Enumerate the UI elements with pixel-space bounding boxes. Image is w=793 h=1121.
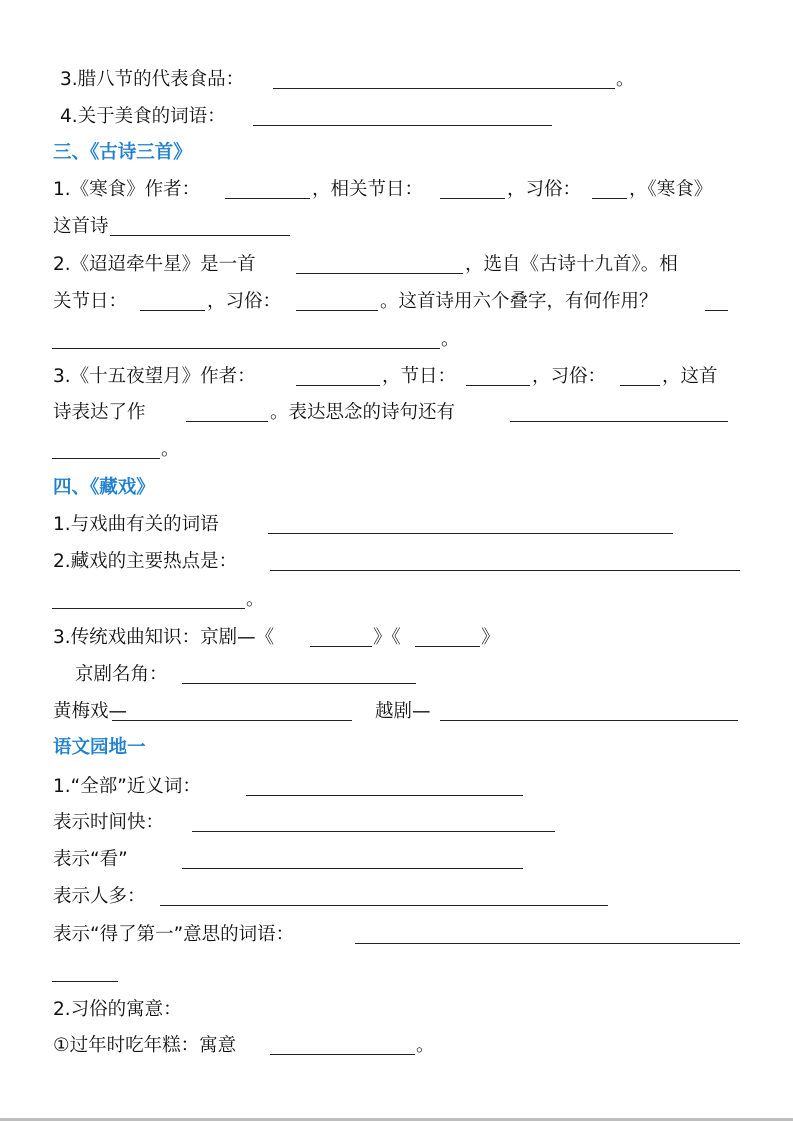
question-label: 3.腊八节的代表食品： — [60, 69, 245, 90]
question-row — [0, 400, 793, 426]
answer-blank[interactable] — [160, 905, 608, 906]
question-label: 4.关于美食的词语： — [60, 106, 226, 127]
answer-blank[interactable] — [296, 273, 463, 274]
answer-blank[interactable] — [310, 646, 372, 647]
question-row — [0, 847, 793, 873]
answer-blank[interactable] — [268, 533, 673, 534]
question-text: 京剧名角： — [75, 664, 168, 685]
question-row — [0, 104, 793, 130]
question-row — [0, 662, 793, 688]
answer-blank[interactable] — [296, 385, 380, 386]
answer-blank[interactable] — [52, 608, 245, 609]
question-text: 》《 — [373, 627, 401, 648]
answer-blank[interactable] — [246, 795, 523, 796]
answer-blank[interactable] — [270, 1054, 415, 1055]
question-text: ，相关节日： — [312, 179, 424, 200]
section-heading: 四、《藏戏》 — [53, 477, 155, 498]
question-row — [0, 810, 793, 836]
question-row — [0, 960, 793, 986]
question-text: 诗表达了作 — [53, 402, 146, 423]
answer-blank[interactable] — [112, 720, 352, 721]
question-row — [0, 512, 793, 538]
punct: 。 — [616, 69, 635, 90]
question-text: 表示人多： — [53, 886, 146, 907]
section-heading-row — [0, 140, 793, 166]
question-text: 。这首诗用六个叠字，有何作用？ — [380, 291, 658, 312]
question-text: 黄梅戏— — [53, 701, 128, 722]
question-text: 1.与戏曲有关的词语 — [53, 514, 219, 535]
question-text: 2.《迢迢牵牛星》是一首 — [53, 254, 256, 275]
question-row — [0, 252, 793, 278]
question-text: 3.传统戏曲知识：京剧—《 — [53, 627, 275, 648]
question-row — [0, 549, 793, 575]
question-text: ，《寒食》 — [629, 179, 713, 200]
answer-blank[interactable] — [440, 720, 738, 721]
question-row — [0, 997, 793, 1023]
answer-blank[interactable] — [510, 421, 728, 422]
answer-blank[interactable] — [270, 570, 740, 571]
answer-blank[interactable] — [620, 385, 660, 386]
question-row — [0, 884, 793, 910]
punct: 。 — [246, 589, 265, 610]
answer-blank[interactable] — [415, 646, 480, 647]
answer-blank[interactable] — [192, 831, 555, 832]
punct: 。 — [416, 1035, 435, 1056]
question-text: ，这首 — [662, 366, 718, 387]
question-text: 表示“得了第一”意思的词语： — [53, 924, 295, 945]
question-text: 表示时间快： — [53, 812, 165, 833]
answer-blank[interactable] — [182, 868, 523, 869]
answer-blank[interactable] — [355, 943, 740, 944]
punct: 。 — [161, 439, 180, 460]
question-row — [0, 587, 793, 613]
question-row — [0, 214, 793, 240]
question-row — [0, 327, 793, 353]
punct: 。 — [441, 329, 460, 350]
question-text: 》 — [481, 627, 500, 648]
question-text: ，习俗： — [532, 366, 607, 387]
question-row — [0, 1033, 793, 1059]
question-row — [0, 437, 793, 463]
question-text: 3.《十五夜望月》作者： — [53, 366, 256, 387]
answer-blank[interactable] — [52, 458, 160, 459]
question-row — [0, 364, 793, 390]
section-heading: 语文园地一 — [53, 737, 146, 758]
answer-blank[interactable] — [110, 235, 290, 236]
question-row — [0, 177, 793, 203]
question-text: 1.《寒食》作者： — [53, 179, 201, 200]
question-text: ，习俗： — [507, 179, 582, 200]
question-row — [0, 625, 793, 651]
answer-blank[interactable] — [182, 683, 416, 684]
answer-blank[interactable] — [225, 198, 310, 199]
question-row — [0, 774, 793, 800]
question-row — [0, 289, 793, 315]
answer-blank[interactable] — [273, 88, 615, 89]
answer-blank[interactable] — [52, 348, 440, 349]
question-row — [0, 699, 793, 725]
answer-blank[interactable] — [52, 981, 118, 982]
question-text: ①过年时吃年糕：寓意 — [53, 1035, 237, 1056]
question-row — [0, 922, 793, 948]
question-row — [0, 67, 793, 93]
answer-blank[interactable] — [440, 198, 505, 199]
question-text: 2.藏戏的主要热点是： — [53, 551, 238, 572]
question-text: 表示“看” — [53, 849, 128, 870]
answer-blank[interactable] — [592, 198, 627, 199]
section-heading-row — [0, 735, 793, 761]
question-text: 。表达思念的诗句还有 — [270, 402, 456, 423]
question-text: ，习俗： — [207, 291, 282, 312]
question-text: 1.“全部”近义词： — [53, 776, 201, 797]
answer-blank[interactable] — [705, 310, 728, 311]
answer-blank[interactable] — [466, 385, 530, 386]
answer-blank[interactable] — [186, 421, 268, 422]
question-text: 2.习俗的寓意： — [53, 999, 182, 1020]
answer-blank[interactable] — [296, 310, 378, 311]
section-heading-row — [0, 475, 793, 501]
answer-blank[interactable] — [140, 310, 205, 311]
question-text: 越剧— — [375, 701, 431, 722]
question-text: ，选自《古诗十九首》。相 — [465, 254, 678, 275]
question-text: 这首诗 — [53, 216, 109, 237]
question-text: 关节日： — [53, 291, 128, 312]
question-text: ，节日： — [382, 366, 457, 387]
section-heading: 三、《古诗三首》 — [53, 142, 192, 163]
answer-blank[interactable] — [253, 125, 552, 126]
